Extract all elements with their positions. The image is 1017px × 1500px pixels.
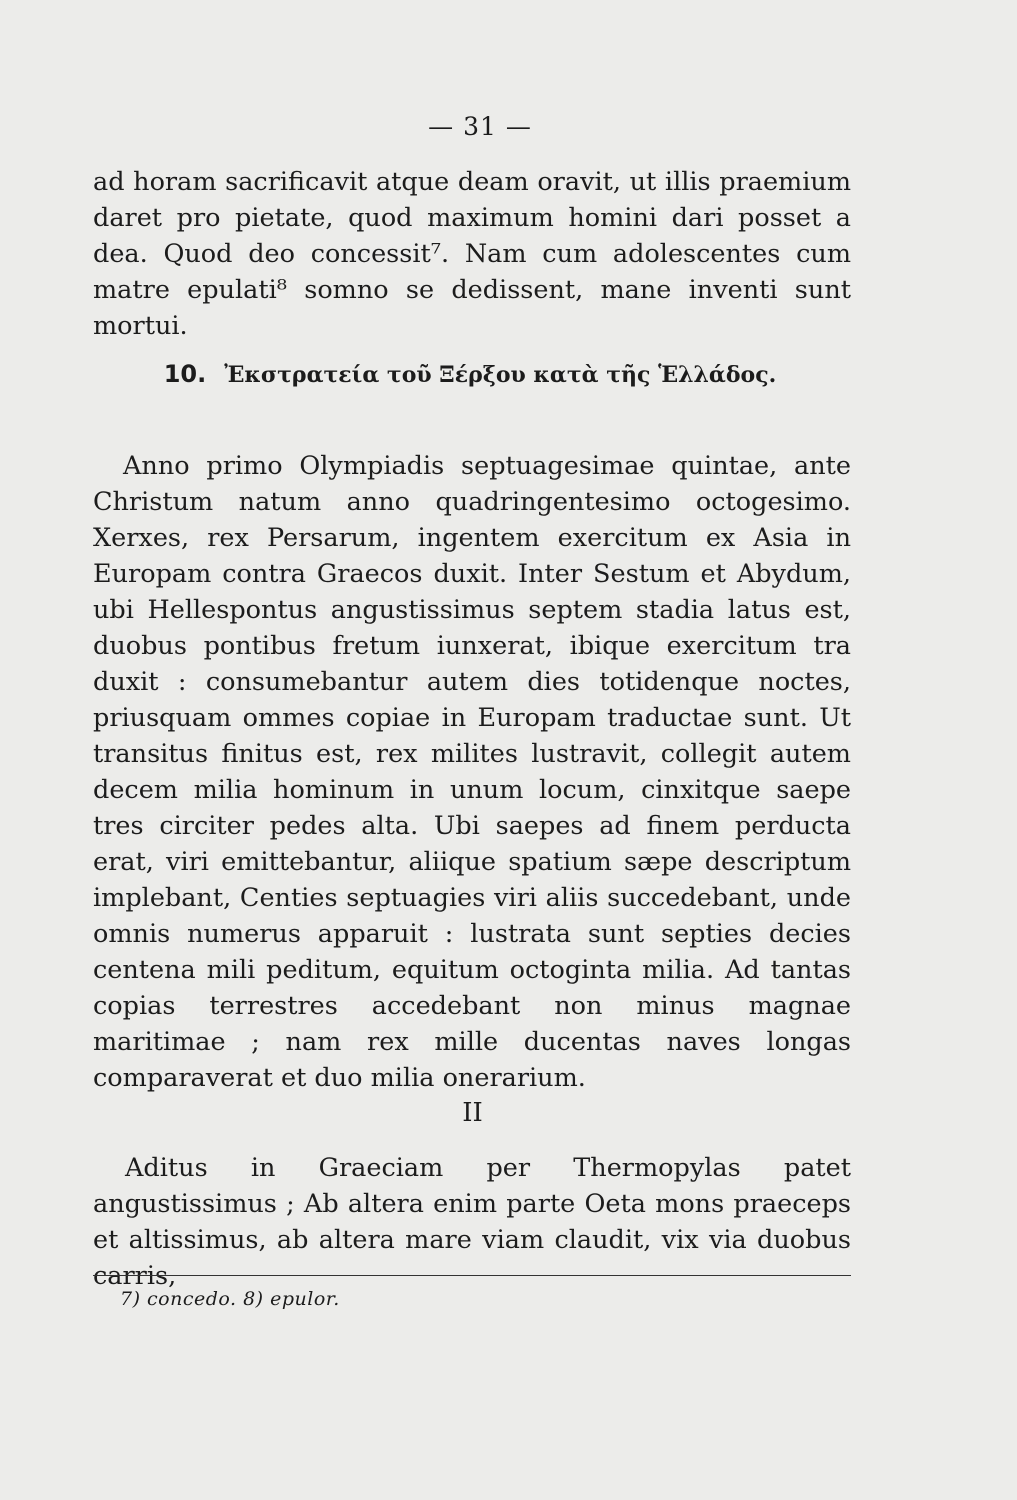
page-number: — 31 — bbox=[428, 112, 532, 141]
chapter-number: 10. bbox=[163, 360, 207, 388]
paragraph-2 bbox=[93, 448, 851, 1096]
chapter-heading bbox=[90, 358, 850, 391]
paragraph-1-text: ad horam sacrificavit atque deam oravit, ut illis praemium daret pro pietate, quod maximum homini dari posset a dea. Quod deo concessit⁷. Nam cum adolescentes cum matre epulati⁸ somno se dedissent, mane inventi sunt mortui. bbox=[93, 167, 851, 341]
chapter-title: Ἐκστρατεία τοῦ Ξέρξου κατὰ τῆς Ἑλλάδος. bbox=[224, 362, 777, 388]
paragraph-1 bbox=[93, 164, 851, 344]
paragraph-3-text: Aditus in Graeciam per Thermopylas patet angustissimus ; Ab altera enim parte Oeta mons praeceps et altissimus, ab altera mare viam claudit, vix via duobus carris, bbox=[93, 1153, 851, 1291]
footnote-divider bbox=[93, 1275, 851, 1276]
section-number: II bbox=[462, 1098, 483, 1128]
paragraph-2-text: Anno primo Olympiadis septuagesimae quintae, ante Christum natum anno quadringentesimo octogesimo. Xerxes, rex Persarum, ingentem exercitum ex Asia in Europam contra Graecos duxit. Inter Sestum et Abydum, ubi Hellespontus angustissimus septem stadia latus est, duobus pontibus fretum iunxerat, ibique exercitum tra duxit : consumebantur autem dies totidenque noctes, priusquam ommes copiae in Europam traductae sunt. Ut transitus finitus est, rex milites lustravit, collegit autem decem milia hominum in unum locum, cinxitque saepe tres circiter pedes alta. Ubi saepes ad finem perducta erat, viri emittebantur, aliique spatium sæpe descriptum implebant, Centies septuagies viri aliis succedebant, unde omnis numerus apparuit : lustrata sunt septies decies centena mili peditum, equitum octoginta milia. Ad tantas copias terrestres accedebant non minus magnae maritimae ; nam rex mille ducentas naves longas comparaverat et duo milia onerarium. bbox=[93, 451, 851, 1093]
footnote: 7) concedo. 8) epulor. bbox=[120, 1288, 340, 1310]
paragraph-3 bbox=[93, 1150, 851, 1294]
